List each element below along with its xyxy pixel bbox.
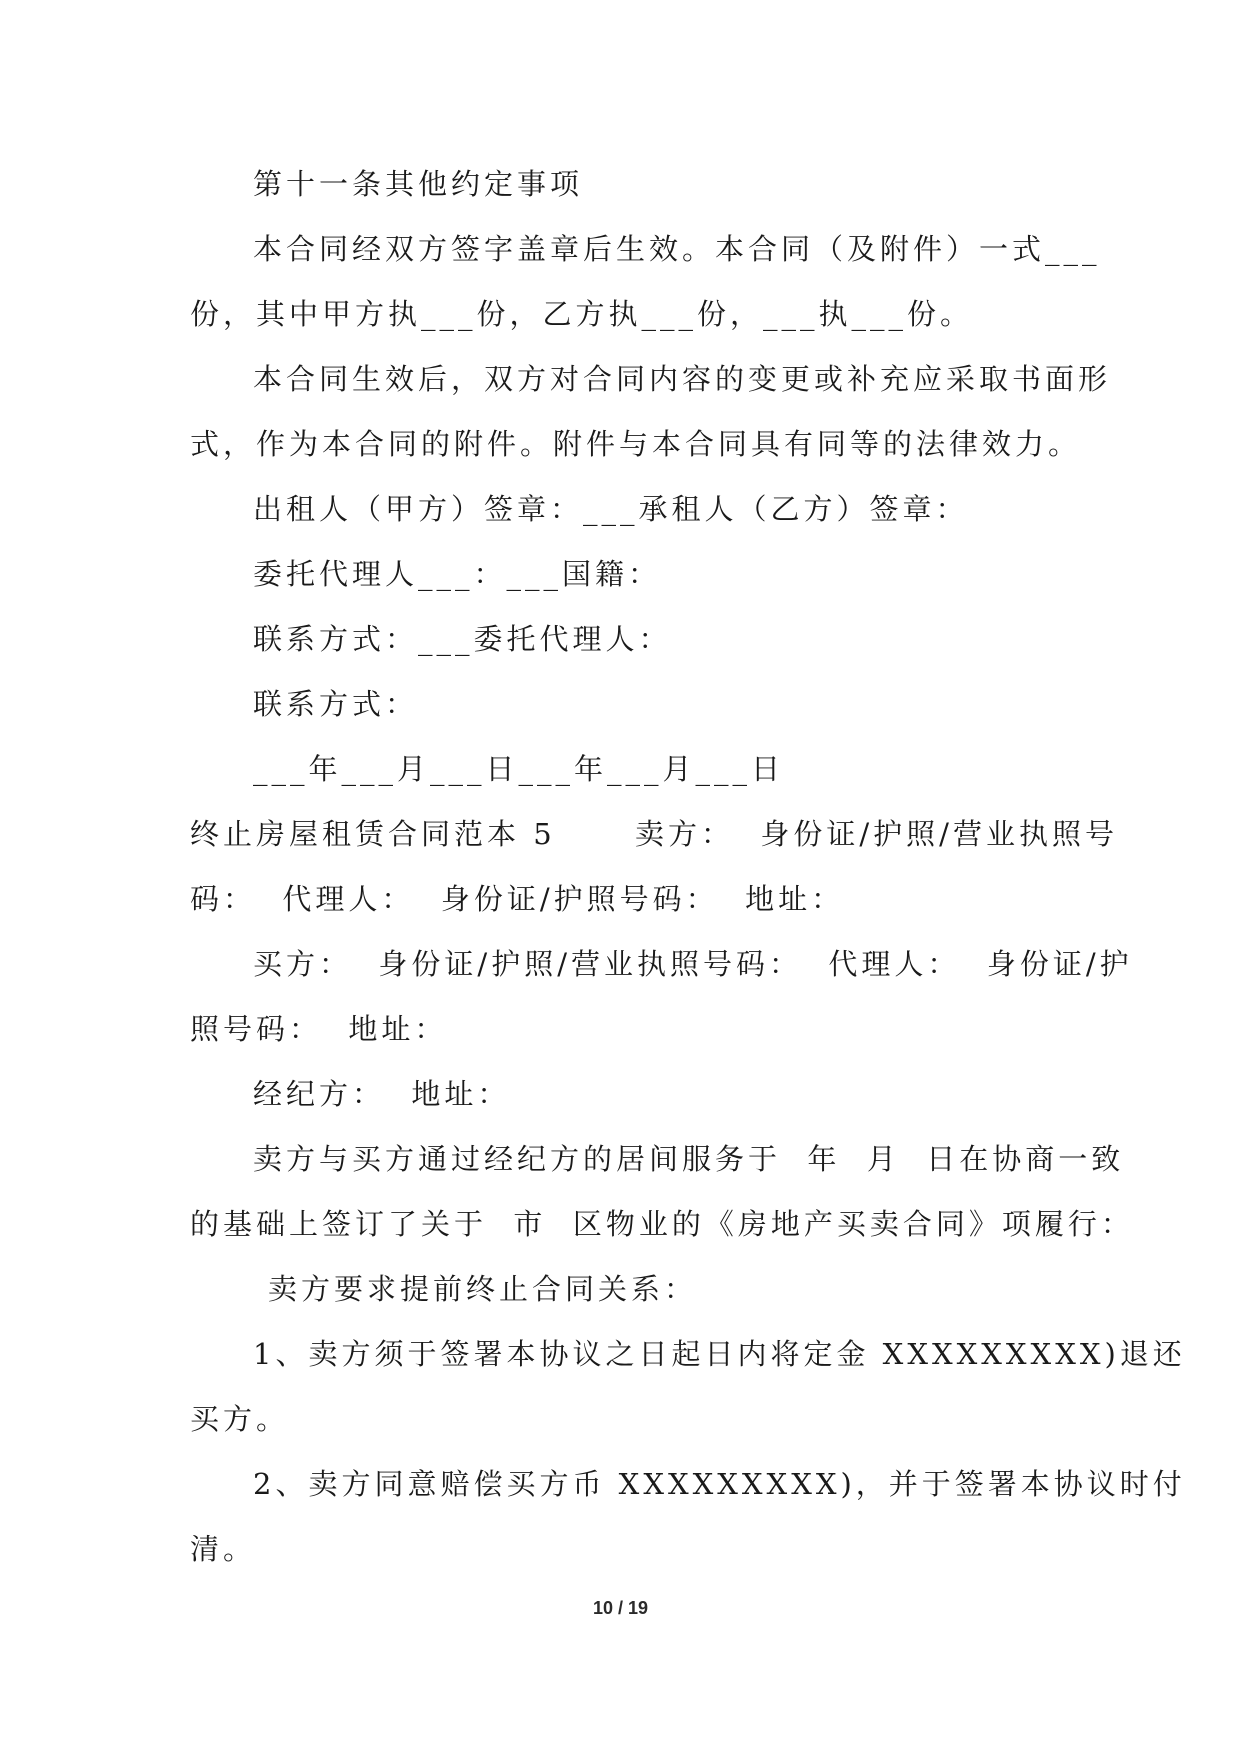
clause-heading: 第十一条其他约定事项: [253, 167, 584, 201]
date-line: ___年___月___日___年___月___日: [253, 752, 785, 786]
paragraph-line: 式，作为本合同的附件。附件与本合同具有同等的法律效力。: [190, 427, 1082, 461]
paragraph-line: 卖方与买方通过经纪方的居间服务于 年 月 日在协商一致: [253, 1142, 1125, 1176]
signature-line: 出租人（甲方）签章：___承租人（乙方）签章：: [253, 492, 969, 526]
paragraph-line: 照号码： 地址：: [190, 1012, 448, 1046]
paragraph-line: 经纪方： 地址：: [253, 1077, 511, 1111]
paragraph-line: 码： 代理人： 身份证/护照号码： 地址：: [190, 882, 845, 916]
paragraph-line: 卖方要求提前终止合同关系：: [268, 1272, 698, 1306]
list-item-line: 2、卖方同意赔偿买方币 XXXXXXXXX)，并于签署本协议时付: [253, 1467, 1186, 1501]
paragraph-line: 份，其中甲方执___份，乙方执___份，___执___份。: [190, 297, 974, 331]
signature-line: 联系方式：: [253, 687, 419, 721]
paragraph-line: 本合同经双方签字盖章后生效。本合同（及附件）一式___: [253, 232, 1101, 266]
signature-line: 委托代理人___：___国籍：: [253, 557, 662, 591]
list-item-line: 买方。: [190, 1402, 290, 1436]
section-title-line: 终止房屋租赁合同范本 5 卖方： 身份证/护照/营业执照号: [190, 817, 1118, 851]
paragraph-line: 的基础上签订了关于 市 区物业的《房地产买卖合同》项履行：: [190, 1207, 1134, 1241]
list-item-line: 清。: [190, 1532, 257, 1566]
page-number: 10 / 19: [592, 1598, 649, 1618]
list-item-line: 1、卖方须于签署本协议之日起日内将定金 XXXXXXXXX)退还: [253, 1337, 1186, 1371]
paragraph-line: 本合同生效后，双方对合同内容的变更或补充应采取书面形: [253, 362, 1112, 396]
paragraph-line: 买方： 身份证/护照/营业执照号码： 代理人： 身份证/护: [253, 947, 1133, 981]
signature-line: 联系方式：___委托代理人：: [253, 622, 672, 656]
